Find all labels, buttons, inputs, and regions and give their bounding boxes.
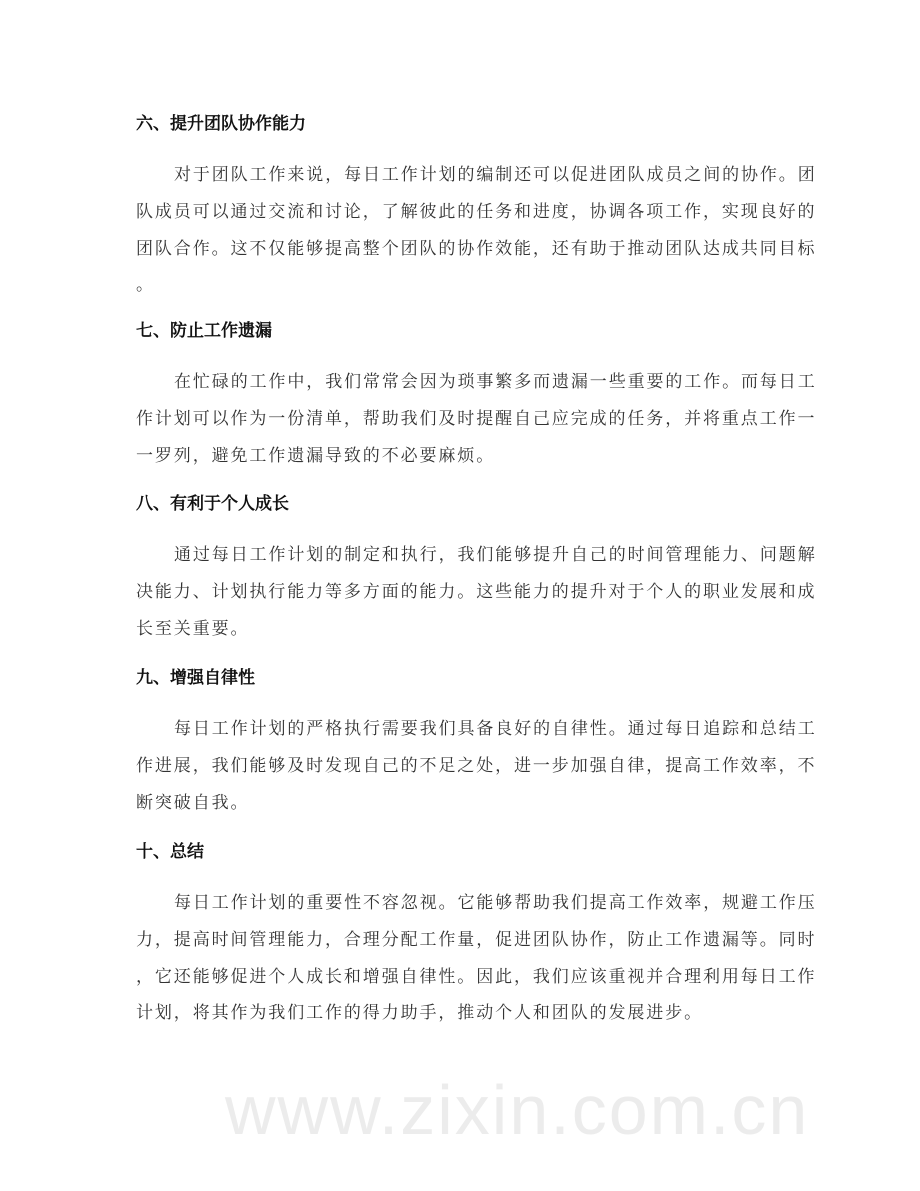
paragraph-line: 对于团队工作来说，每日工作计划的编制还可以促进团队成员之间的协作。团: [174, 165, 817, 185]
paragraph-line: 作计划可以作为一份清单，帮助我们及时提醒自己应完成的任务，并将重点工作一: [136, 408, 817, 429]
paragraph-line: 作进展，我们能够及时发现自己的不足之处，进一步加强自律，提高工作效率，不: [136, 755, 817, 776]
section-heading: 八、有利于个人成长: [136, 494, 289, 514]
paragraph-line: 长至关重要。: [136, 618, 250, 639]
paragraph-line: 每日工作计划的重要性不容忽视。它能够帮助我们提高工作效率，规避工作压: [174, 893, 817, 913]
paragraph-line: 一罗列，避免工作遗漏导致的不必要麻烦。: [136, 445, 496, 466]
section-heading: 七、防止工作遗漏: [136, 321, 272, 341]
paragraph-line: ，它还能够促进个人成长和增强自律性。因此，我们应该重视并合理利用每日工作: [136, 966, 817, 987]
watermark: www.zixin.com.cn: [225, 1071, 810, 1149]
paragraph-line: 。: [136, 275, 155, 296]
paragraph-line: 计划，将其作为我们工作的得力助手，推动个人和团队的发展进步。: [136, 1003, 703, 1024]
paragraph-line: 决能力、计划执行能力等多方面的能力。这些能力的提升对于个人的职业发展和成: [136, 581, 817, 602]
paragraph-line: 每日工作计划的严格执行需要我们具备良好的自律性。通过每日追踪和总结工: [174, 719, 817, 739]
paragraph-line: 团队合作。这不仅能够提高整个团队的协作效能，还有助于推动团队达成共同目标: [136, 238, 817, 259]
section-heading: 九、增强自律性: [136, 668, 255, 688]
section-heading: 六、提升团队协作能力: [136, 114, 306, 134]
section-heading: 十、总结: [136, 842, 204, 862]
paragraph-line: 队成员可以通过交流和讨论，了解彼此的任务和进度，协调各项工作，实现良好的: [136, 201, 817, 222]
paragraph-line: 力，提高时间管理能力，合理分配工作量，促进团队协作，防止工作遗漏等。同时: [136, 929, 817, 950]
paragraph-line: 在忙碌的工作中，我们常常会因为琐事繁多而遗漏一些重要的工作。而每日工: [174, 372, 817, 392]
paragraph-line: 断突破自我。: [136, 792, 250, 813]
paragraph-line: 通过每日工作计划的制定和执行，我们能够提升自己的时间管理能力、问题解: [174, 545, 817, 565]
